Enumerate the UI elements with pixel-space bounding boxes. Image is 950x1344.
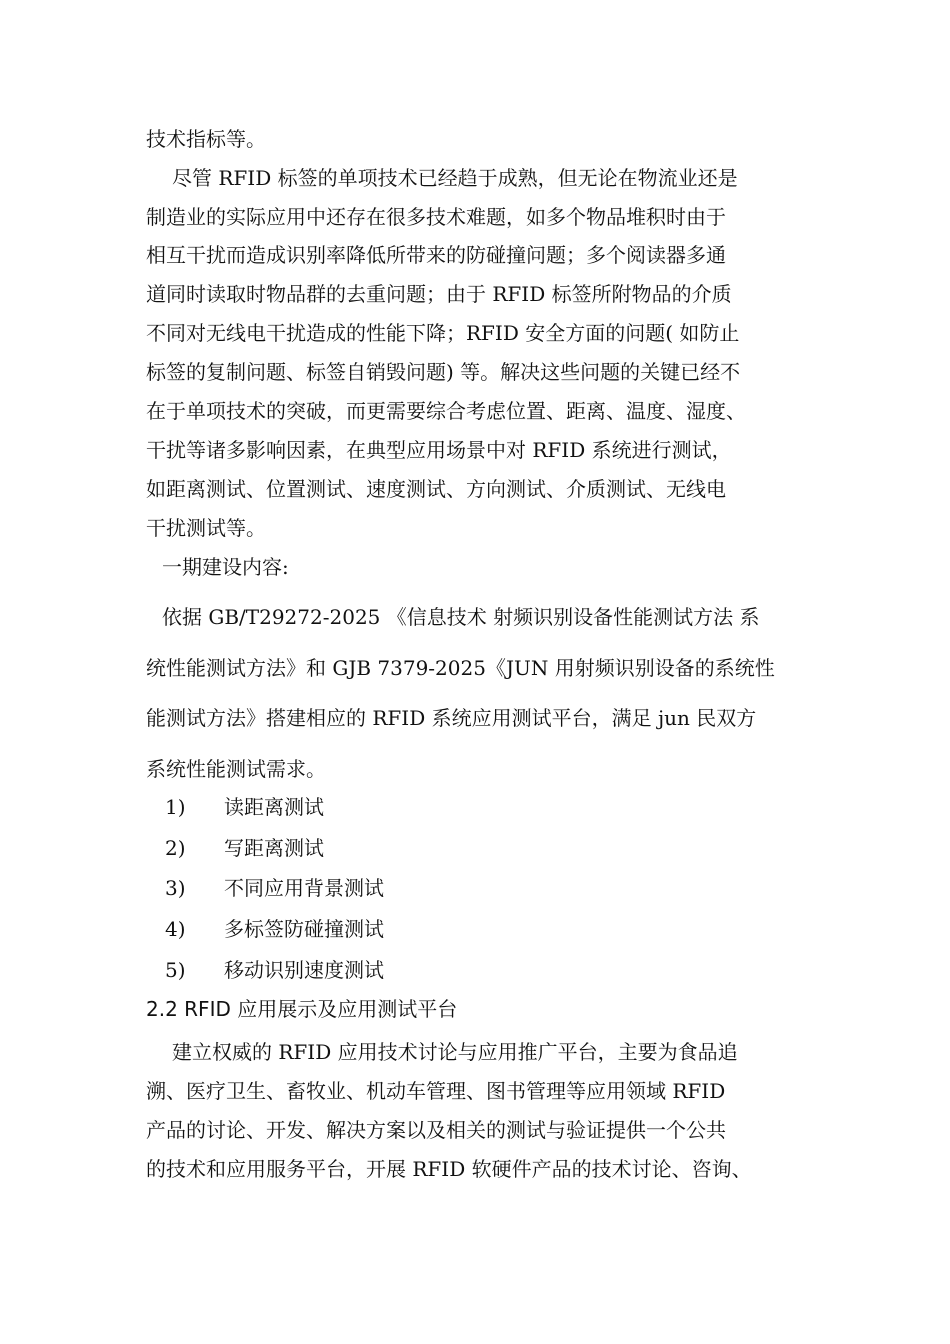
paragraph-line: 的技术和应用服务平台，开展 RFID 软硬件产品的技术讨论、咨询、 bbox=[146, 1157, 752, 1181]
section-heading: 2.2 RFID 应用展示及应用测试平台 bbox=[146, 997, 458, 1021]
list-item: 读距离测试 bbox=[224, 795, 324, 819]
paragraph-line: 干扰等诸多影响因素，在典型应用场景中对 RFID 系统进行测试， bbox=[146, 438, 732, 462]
paragraph-line: 系统性能测试需求。 bbox=[146, 757, 326, 781]
paragraph-line: 制造业的实际应用中还存在很多技术难题，如多个物品堆积时由于 bbox=[146, 205, 726, 229]
paragraph-line: 干扰测试等。 bbox=[146, 516, 266, 540]
paragraph-line: 如距离测试、位置测试、速度测试、方向测试、介质测试、无线电 bbox=[146, 477, 726, 501]
list-item-number: 5) bbox=[165, 958, 186, 982]
paragraph-line: 在于单项技术的突破，而更需要综合考虑位置、距离、温度、湿度、 bbox=[146, 399, 746, 423]
list-item-number: 1) bbox=[165, 795, 186, 819]
paragraph-line: 相互干扰而造成识别率降低所带来的防碰撞问题；多个阅读器多通 bbox=[146, 243, 726, 267]
list-item: 移动识别速度测试 bbox=[224, 958, 384, 982]
paragraph-line: 溯、医疗卫生、畜牧业、机动车管理、图书管理等应用领域 RFID bbox=[146, 1079, 726, 1103]
list-item-number: 4) bbox=[165, 917, 186, 941]
paragraph-line: 统性能测试方法》和 GJB 7379-2025《JUN 用射频识别设备的系统性 bbox=[146, 656, 775, 680]
paragraph-line: 产品的讨论、开发、解决方案以及相关的测试与验证提供一个公共 bbox=[146, 1118, 726, 1142]
paragraph-line: 道同时读取时物品群的去重问题；由于 RFID 标签所附物品的介质 bbox=[146, 282, 732, 306]
paragraph-line: 建立权威的 RFID 应用技术讨论与应用推广平台，主要为食品追 bbox=[172, 1040, 738, 1064]
paragraph-line: 能测试方法》搭建相应的 RFID 系统应用测试平台，满足 jun 民双方 bbox=[146, 706, 757, 730]
paragraph-line: 标签的复制问题、标签自销毁问题) 等。解决这些问题的关键已经不 bbox=[146, 360, 741, 384]
list-item-number: 3) bbox=[165, 876, 186, 900]
list-item-number: 2) bbox=[165, 836, 186, 860]
phase1-label: 一期建设内容: bbox=[162, 555, 289, 579]
paragraph-line: 依据 GB/T29272-2025 《信息技术 射频识别设备性能测试方法 系 bbox=[162, 605, 760, 629]
list-item: 写距离测试 bbox=[224, 836, 324, 860]
paragraph-line: 不同对无线电干扰造成的性能下降；RFID 安全方面的问题( 如防止 bbox=[146, 321, 740, 345]
paragraph-line: 技术指标等。 bbox=[146, 127, 266, 151]
list-item: 多标签防碰撞测试 bbox=[224, 917, 384, 941]
paragraph-line: 尽管 RFID 标签的单项技术已经趋于成熟，但无论在物流业还是 bbox=[172, 166, 738, 190]
list-item: 不同应用背景测试 bbox=[224, 876, 384, 900]
